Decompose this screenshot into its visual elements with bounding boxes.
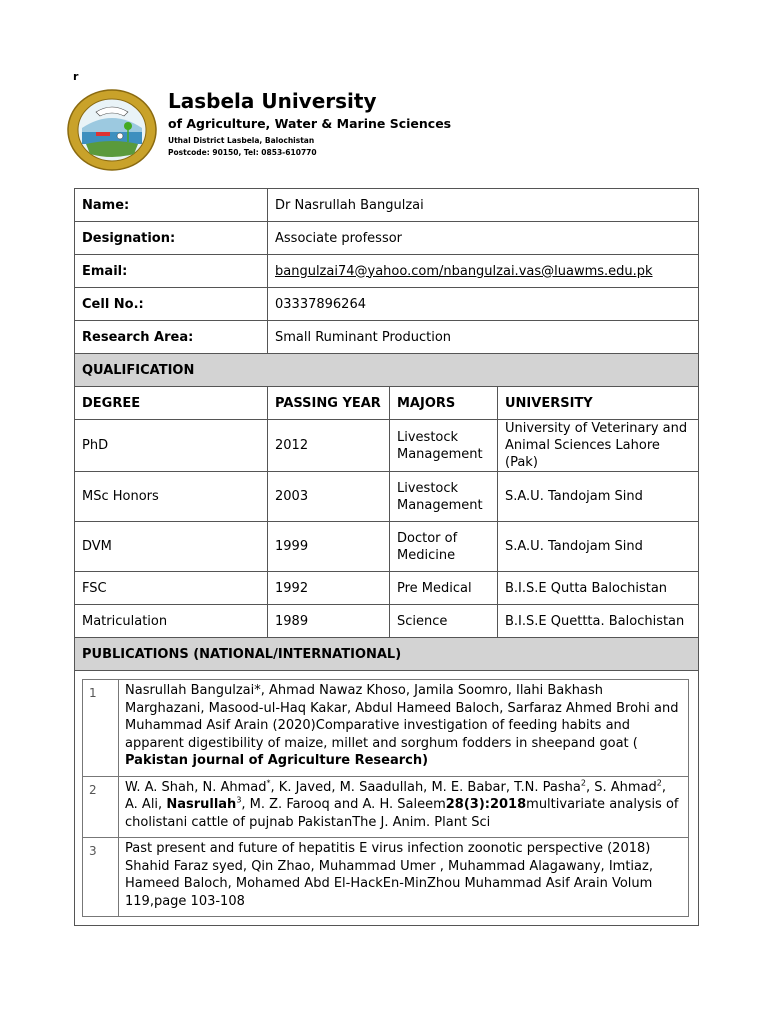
year-cell: 1989: [268, 605, 390, 638]
university-subtitle: of Agriculture, Water & Marine Sciences: [168, 116, 452, 131]
publication-number: 2: [83, 776, 119, 838]
publication-text: [119, 776, 689, 838]
author-sup: 2: [580, 778, 586, 788]
publications-section-row: [75, 638, 699, 671]
university-name: Lasbela University: [168, 89, 377, 113]
publication-number: 3: [83, 838, 119, 917]
majors-cell: Doctor of Medicine: [390, 522, 498, 572]
name-label: Name:: [75, 189, 268, 222]
cell-value: 03337896264: [268, 288, 699, 321]
qualification-row: [75, 522, 699, 572]
majors-cell: Livestock Management: [390, 472, 498, 522]
majors-cell: Livestock Management: [390, 420, 498, 472]
university-address: [168, 135, 451, 159]
column-header-degree: DEGREE: [75, 387, 268, 420]
column-header-year: PASSING YEAR: [268, 387, 390, 420]
name-value: Dr Nasrullah Bangulzai: [268, 189, 699, 222]
publication-title: multivariate analysis of cholistani cattle of pujnab PakistanThe J. Anim. Plant Sci: [125, 797, 679, 830]
qualification-row: [75, 605, 699, 638]
email-link[interactable]: bangulzai74@yahoo.com/nbangulzai.vas@luawms.edu.pk: [275, 263, 653, 279]
year-cell: 2012: [268, 420, 390, 472]
publications-heading: PUBLICATIONS (NATIONAL/INTERNATIONAL): [75, 638, 699, 671]
email-label: Email:: [75, 255, 268, 288]
degree-cell: PhD: [75, 420, 268, 472]
university-logo: [66, 88, 158, 172]
majors-cell: Pre Medical: [390, 572, 498, 605]
degree-cell: MSc Honors: [75, 472, 268, 522]
qualification-header-row: [75, 387, 699, 420]
publication-item: [83, 680, 689, 777]
publication-item: [83, 776, 689, 838]
profile-row-designation: [75, 222, 699, 255]
publication-text: Past present and future of hepatitis E virus infection zoonotic perspective (2018) Shahid Faraz syed, Qin Zhao, Muhammad Umer , Muhammad Alagawany, Imtiaz, Hameed Baloch, Mohamed Abd El-HackEn-MinZhou Muhammad Asif Arain Volum 119,page 103-108: [119, 838, 689, 917]
author-text: , A. Ali,: [125, 779, 666, 812]
year-cell: 2003: [268, 472, 390, 522]
cell-label: Cell No.:: [75, 288, 268, 321]
university-cell: B.I.S.E Qutta Balochistan: [498, 572, 699, 605]
author-sup: *: [266, 778, 271, 788]
stray-mark: r: [73, 70, 79, 83]
research-area-label: Research Area:: [75, 321, 268, 354]
year-cell: 1992: [268, 572, 390, 605]
author-sup: 2: [656, 778, 662, 788]
address-line: Uthal District Lasbela, Balochistan: [168, 136, 315, 145]
bold-author: Nasrullah: [166, 797, 237, 812]
author-sup: 3: [236, 795, 242, 805]
column-header-university: UNIVERSITY: [498, 387, 699, 420]
publications-cell: [75, 671, 699, 926]
author-text: W. A. Shah, N. Ahmad: [125, 779, 267, 795]
profile-row-research: [75, 321, 699, 354]
qualification-row: [75, 420, 699, 472]
publication-citation: Nasrullah Bangulzai*, Ahmad Nawaz Khoso, Jamila Soomro, Ilahi Bakhash Marghazani, Masood-ul-Haq Kakar, Abdul Hameed Baloch, Sarfaraz Ahmed Brohi and Muhammad Asif Arain (2020)Comparative investigation of feeding habits and apparent digestibility of maize, millet and sorghum fodders in sheepand goat (: [125, 683, 679, 751]
author-text: , K. Javed, M. Saadullah, M. E. Babar, T.N. Pasha: [270, 779, 581, 795]
qualification-section-row: [75, 354, 699, 387]
column-header-majors: MAJORS: [390, 387, 498, 420]
cv-table: [74, 188, 699, 926]
university-header: [168, 88, 451, 159]
qualification-heading: QUALIFICATION: [75, 354, 699, 387]
email-cell: [268, 255, 699, 288]
year-cell: 1999: [268, 522, 390, 572]
university-cell: University of Veterinary and Animal Sciences Lahore (Pak): [498, 420, 699, 472]
degree-cell: FSC: [75, 572, 268, 605]
publications-row: [75, 671, 699, 926]
degree-cell: DVM: [75, 522, 268, 572]
publication-item: [83, 838, 689, 917]
publication-volume: 28(3):2018: [445, 797, 527, 812]
postcode-line: Postcode: 90150, Tel: 0853-610770: [168, 148, 317, 157]
publication-journal: Pakistan journal of Agriculture Research): [125, 753, 429, 768]
university-cell: S.A.U. Tandojam Sind: [498, 522, 699, 572]
author-text: , S. Ahmad: [585, 779, 657, 795]
research-area-value: Small Ruminant Production: [268, 321, 699, 354]
qualification-row: [75, 572, 699, 605]
profile-row-cell: [75, 288, 699, 321]
designation-value: Associate professor: [268, 222, 699, 255]
university-cell: B.I.S.E Quettta. Balochistan: [498, 605, 699, 638]
publication-number: 1: [83, 680, 119, 777]
designation-label: Designation:: [75, 222, 268, 255]
degree-cell: Matriculation: [75, 605, 268, 638]
qualification-row: [75, 472, 699, 522]
university-cell: S.A.U. Tandojam Sind: [498, 472, 699, 522]
profile-row-email: [75, 255, 699, 288]
publications-list: [82, 679, 689, 917]
majors-cell: Science: [390, 605, 498, 638]
profile-row-name: [75, 189, 699, 222]
author-text: , M. Z. Farooq and A. H. Saleem: [241, 797, 446, 812]
publication-text: [119, 680, 689, 777]
